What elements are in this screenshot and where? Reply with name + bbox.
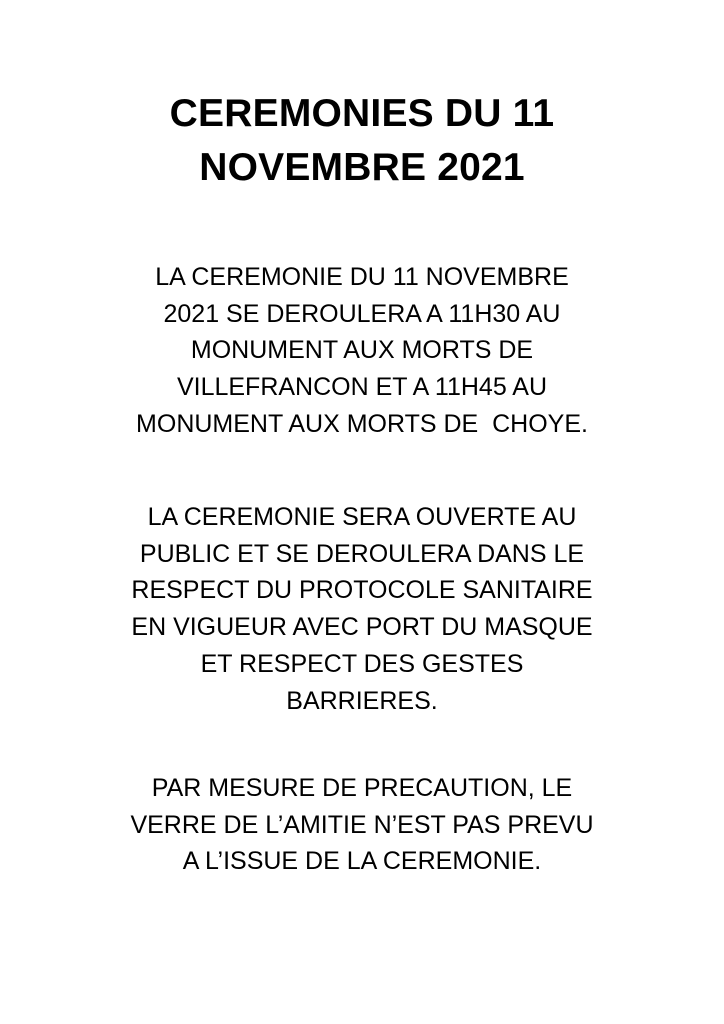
paragraph-line: MONUMENT AUX MORTS DE bbox=[190, 336, 534, 365]
paragraph-line: LA CEREMONIE SERA OUVERTE AU bbox=[147, 503, 577, 531]
paragraph-line: A L’ISSUE DE LA CEREMONIE. bbox=[182, 847, 542, 876]
notice-title-line-2: NOVEMBRE 2021 bbox=[199, 146, 525, 189]
precaution-paragraph bbox=[0, 770, 724, 880]
paragraph-line: LA CEREMONIE DU 11 NOVEMBRE bbox=[155, 263, 569, 291]
paragraph-line: RESPECT DU PROTOCOLE SANITAIRE bbox=[131, 576, 593, 605]
ceremony-schedule-paragraph bbox=[0, 259, 724, 443]
paragraph-line: ET RESPECT DES GESTES bbox=[200, 649, 524, 678]
paragraph-line: VILLEFRANCON ET A 11H45 AU bbox=[176, 373, 548, 402]
paragraph-line: 2021 SE DEROULERA A 11H30 AU bbox=[163, 299, 561, 328]
paragraph-line: EN VIGUEUR AVEC PORT DU MASQUE bbox=[131, 613, 593, 642]
paragraph-line: PAR MESURE DE PRECAUTION, LE bbox=[151, 774, 573, 802]
paragraph-line: VERRE DE L’AMITIE N’EST PAS PREVU bbox=[130, 810, 594, 839]
public-access-paragraph bbox=[0, 499, 724, 719]
paragraph-line: PUBLIC ET SE DEROULERA DANS LE bbox=[139, 539, 585, 568]
paragraph-line: BARRIERES. bbox=[286, 686, 438, 715]
notice-title-line-1: CEREMONIES DU 11 bbox=[169, 92, 555, 135]
paragraph-line: MONUMENT AUX MORTS DE CHOYE. bbox=[136, 409, 588, 438]
